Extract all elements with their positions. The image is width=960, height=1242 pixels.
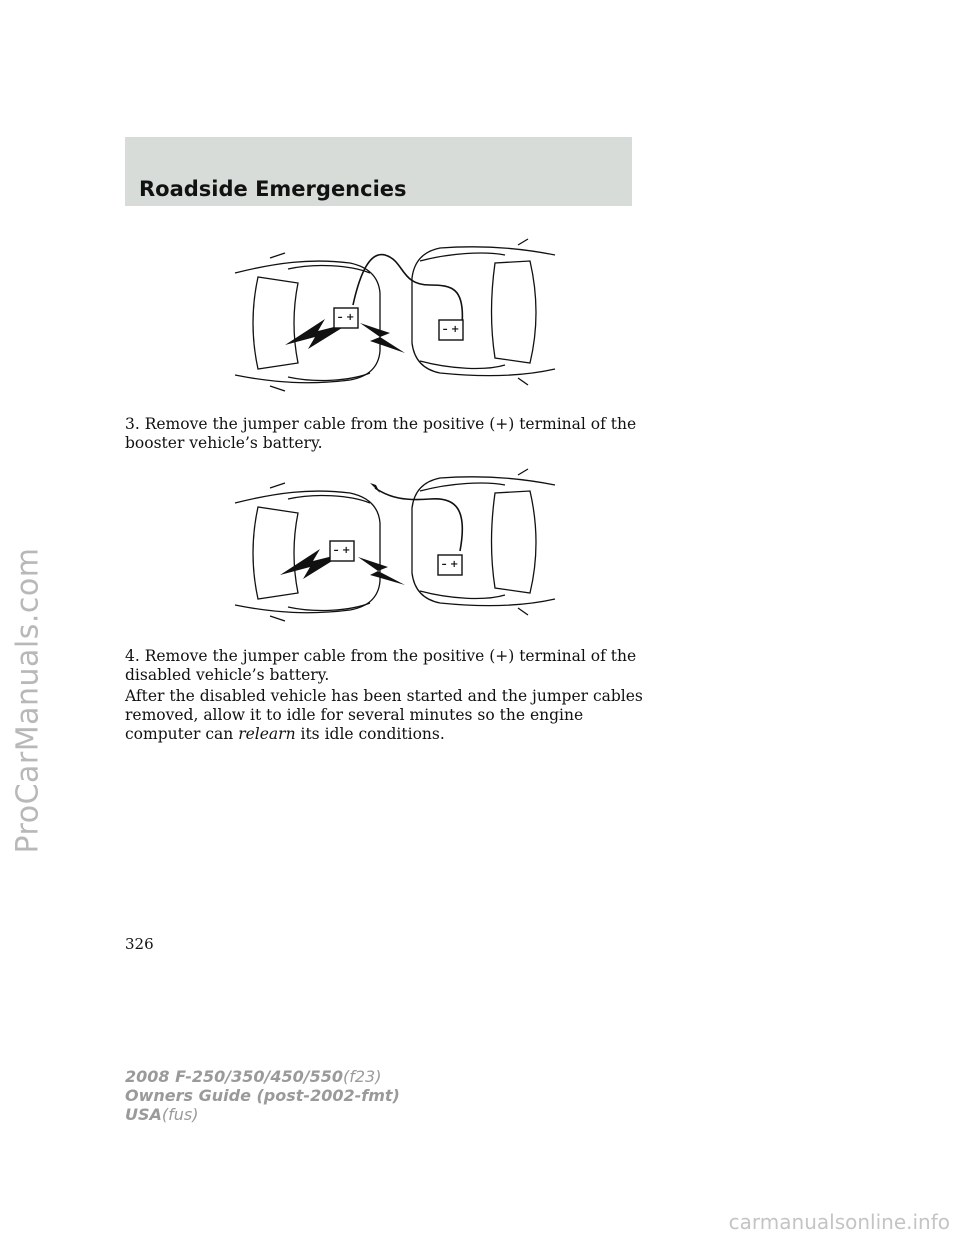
page-number: 326 <box>125 935 154 953</box>
disabled-battery-label: – + <box>441 559 459 570</box>
step-4-text: 4. Remove the jumper cable from the positive (+) terminal of the disabled vehicle’s battery. <box>125 647 637 684</box>
bottom-watermark: carmanualsonline.info <box>728 1210 950 1234</box>
after-start-text: After the disabled vehicle has been started and the jumper cables removed, allow it to idle for several minutes so the engine computer can <box>125 687 643 743</box>
two-vehicles-cable-removed-illustration <box>230 463 560 623</box>
after-end-text: its idle conditions. <box>300 725 445 743</box>
booster-battery-label: – + <box>333 545 351 556</box>
footer-market: USA <box>125 1105 162 1124</box>
step-3-text: 3. Remove the jumper cable from the positive (+) terminal of the booster vehicle’s battery. <box>125 415 637 452</box>
jump-start-figure-2 <box>230 463 560 623</box>
section-header <box>125 137 632 206</box>
footer-model: 2008 F-250/350/450/550 <box>125 1067 343 1086</box>
jump-start-figure-1 <box>230 233 560 393</box>
side-watermark-text: ProCarManuals.com <box>10 546 46 854</box>
disabled-battery-label: – + <box>442 324 460 335</box>
footer-model-code: (f23) <box>343 1067 382 1086</box>
after-start-paragraph <box>125 687 645 744</box>
relearn-term: relearn <box>238 725 296 743</box>
section-title: Roadside Emergencies <box>139 177 407 201</box>
footer-guide: Owners Guide (post-2002-fmt) <box>125 1086 400 1105</box>
document-footer <box>125 1067 400 1124</box>
side-watermark <box>2 420 54 980</box>
footer-market-code: (fus) <box>161 1105 199 1124</box>
two-vehicles-cable-illustration <box>230 233 560 393</box>
booster-battery-label: – + <box>337 312 355 323</box>
